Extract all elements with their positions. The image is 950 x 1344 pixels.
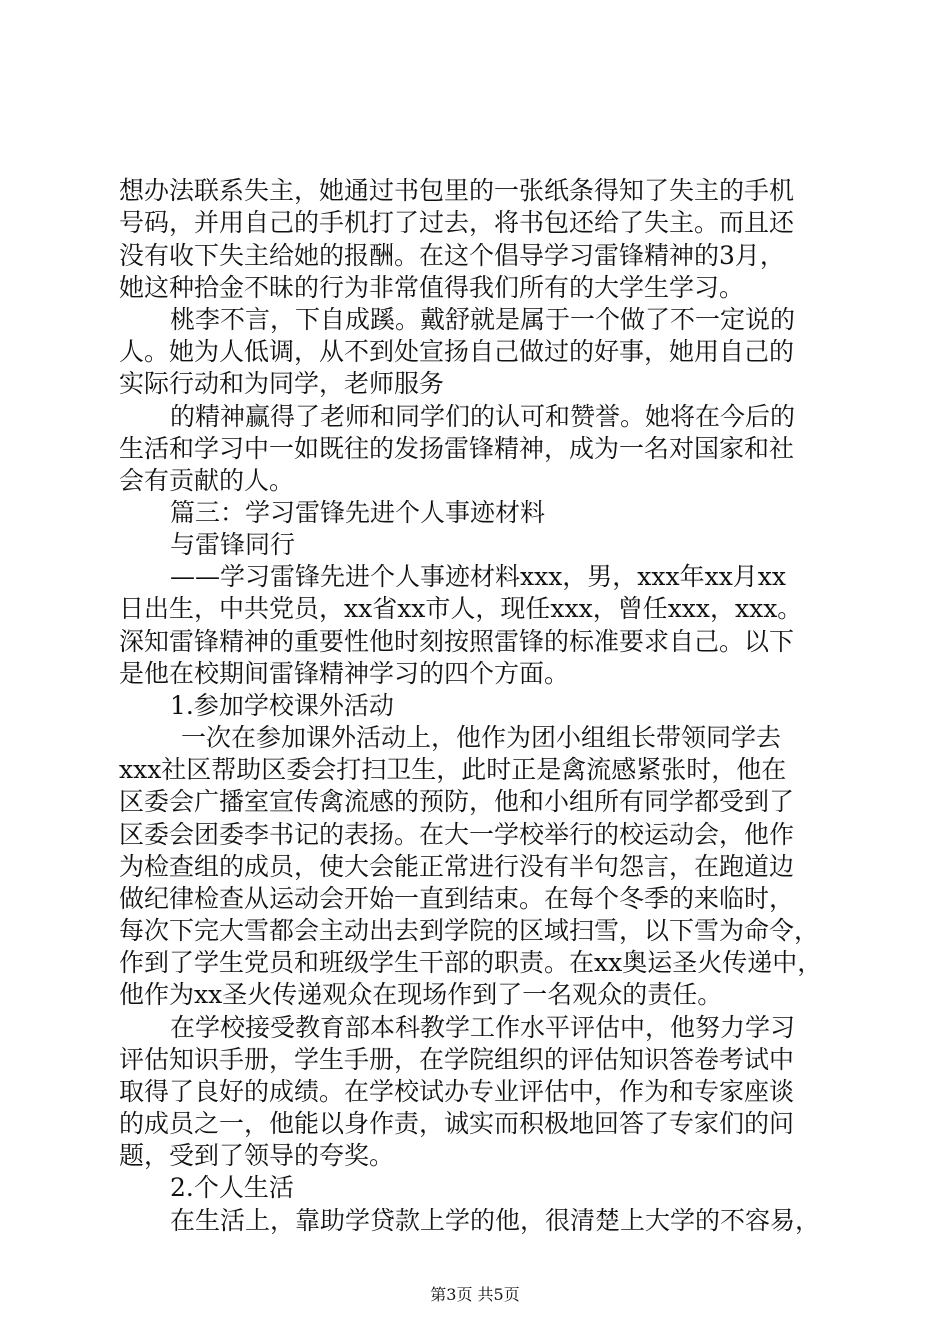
- text-line: 深知雷锋精神的重要性他时刻按照雷锋的标准要求自己。以下: [119, 627, 795, 656]
- text-line: 实际行动和为同学，老师服务: [119, 369, 445, 398]
- text-line: 她这种拾金不昧的行为非常值得我们所有的大学生学习。: [119, 273, 745, 302]
- text-line: 区委会团委李书记的表扬。在大一学校举行的校运动会，他作: [119, 820, 795, 849]
- text-line: 作到了学生党员和班级学生干部的职责。在xx奥运圣火传递中，: [119, 948, 823, 977]
- text-line: 取得了良好的成绩。在学校试办专业评估中，作为和专家座谈: [119, 1077, 795, 1106]
- list-heading: 2.个人生活: [170, 1173, 294, 1202]
- text-line: 区委会广播室宣传禽流感的预防，他和小组所有同学都受到了: [119, 787, 795, 816]
- text-line: 为检查组的成员，使大会能正常进行没有半句怨言，在跑道边: [119, 852, 795, 881]
- section-heading: 篇三：学习雷锋先进个人事迹材料: [170, 498, 546, 527]
- text-line: 每次下完大雪都会主动出去到学院的区域扫雪，以下雪为命令，: [119, 916, 820, 945]
- text-line: 的精神赢得了老师和同学们的认可和赞誉。她将在今后的: [170, 402, 796, 431]
- text-line: 他作为xx圣火传递观众在现场作到了一名观众的责任。: [119, 980, 723, 1009]
- section-subtitle: 与雷锋同行: [170, 530, 296, 559]
- text-line: 在学校接受教育部本科教学工作水平评估中，他努力学习: [170, 1013, 796, 1042]
- text-line: 想办法联系失主，她通过书包里的一张纸条得知了失主的手机: [119, 176, 795, 205]
- text-line: 人。她为人低调，从不到处宣扬自己做过的好事，她用自己的: [119, 337, 795, 366]
- text-line: 评估知识手册，学生手册，在学院组织的评估知识答卷考试中: [119, 1045, 795, 1074]
- text-line: 题，受到了领导的夸奖。: [119, 1141, 395, 1170]
- text-line: ——学习雷锋先进个人事迹材料xxx，男，xxx年xx月xx: [170, 562, 786, 591]
- text-line: 桃李不言，下自成蹊。戴舒就是属于一个做了不一定说的: [170, 305, 796, 334]
- text-line: 日出生，中共党员，xx省xx市人，现任xxx，曾任xxx，xxx。: [119, 594, 803, 623]
- text-line: 生活和学习中一如既往的发扬雷锋精神，成为一名对国家和社: [119, 434, 795, 463]
- text-line: 一次在参加课外活动上，他作为团小组组长带领同学去: [181, 723, 782, 752]
- text-line: 在生活上，靠助学贷款上学的他，很清楚上大学的不容易，: [170, 1206, 821, 1235]
- text-line: 是他在校期间雷锋精神学习的四个方面。: [119, 659, 570, 688]
- text-line: 会有贡献的人。: [119, 466, 295, 495]
- text-line: xxx社区帮助区委会打扫卫生，此时正是禽流感紧张时，他在: [119, 755, 787, 784]
- page-number-footer: 第3页 共5页: [430, 1285, 520, 1304]
- text-line: 号码，并用自己的手机打了过去，将书包还给了失主。而且还: [119, 208, 795, 237]
- text-line: 的成员之一，他能以身作责，诚实而积极地回答了专家们的问: [119, 1109, 795, 1138]
- text-line: 做纪律检查从运动会开始一直到结束。在每个冬季的来临时，: [119, 884, 795, 913]
- text-line: 没有收下失主给她的报酬。在这个倡导学习雷锋精神的3月，: [119, 241, 785, 270]
- list-heading: 1.参加学校课外活动: [170, 691, 394, 720]
